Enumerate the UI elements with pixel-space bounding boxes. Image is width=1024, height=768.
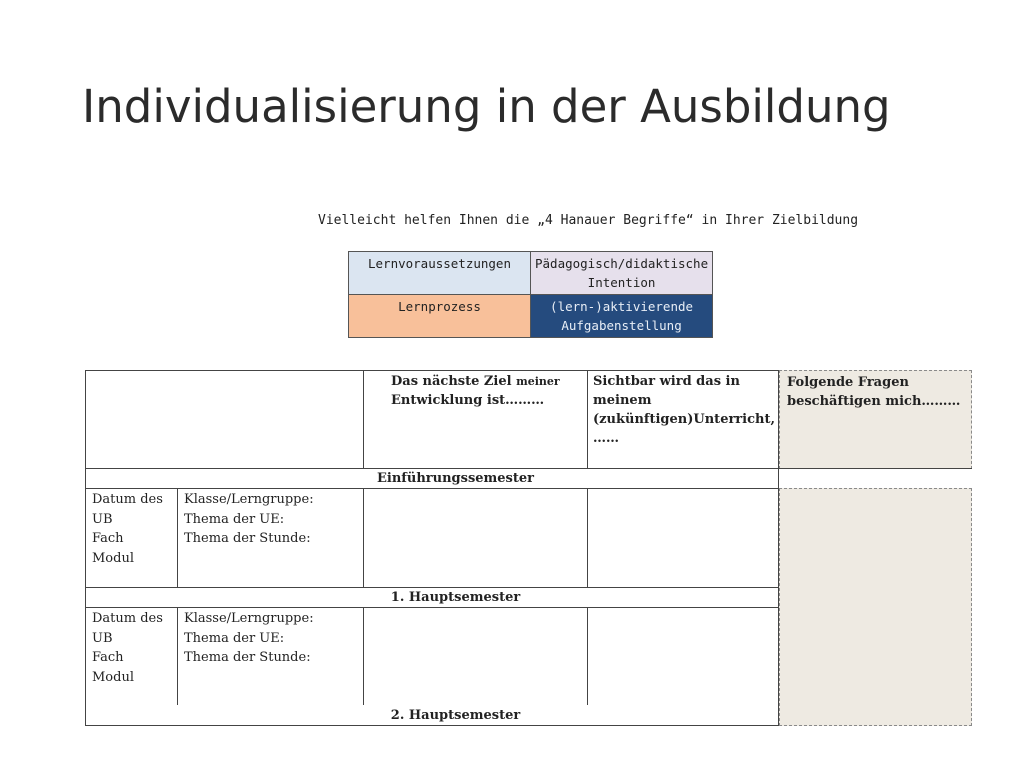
sichtbar-cell-1[interactable] [588,489,777,586]
fragen-header: Folgende Fragen beschäftigen mich……… [787,375,961,409]
fragen-body-cell[interactable] [779,488,972,726]
hanauer-hint: Vielleicht helfen Ihnen die „4 Hanauer Begriffe“ in Ihrer Zielbildung [318,213,859,228]
ziel-header: Das nächste Ziel meiner Entwicklung ist……… [391,374,560,408]
cell-aufgabenstellung: (lern-)aktivierende Aufgabenstellung [531,295,713,338]
cell-lernprozess: Lernprozess [349,295,531,338]
section-einfuehrung: Einführungssemester [376,471,534,486]
cell-intention: Pädagogisch/didaktische Intention [531,252,713,295]
klasse-labels-1: Klasse/Lerngruppe: Thema der UE: Thema der Stunde: [184,492,314,546]
ziel-cell-2[interactable] [364,608,586,704]
klasse-labels-2: Klasse/Lerngruppe: Thema der UE: Thema der Stunde: [184,611,314,665]
ub-labels-2: Datum des UB Fach Modul [92,611,163,685]
section-hauptsemester-2: 2. Hauptsemester [390,708,521,723]
sichtbar-header: Sichtbar wird das in meinem (zukünftigen)Unterricht, …… [593,374,775,446]
ub-labels-1: Datum des UB Fach Modul [92,492,163,566]
reflection-grid [85,370,972,726]
slide-title: Individualisierung in der Ausbildung [82,80,891,133]
ziel-cell-1[interactable] [364,489,586,586]
sichtbar-cell-2[interactable] [588,608,777,704]
cell-lernvoraussetzungen: Lernvoraussetzungen [349,252,531,295]
section-hauptsemester-1: 1. Hauptsemester [390,590,521,605]
fragen-header-cell [779,370,972,469]
hanauer-begriffe-table [348,251,713,338]
